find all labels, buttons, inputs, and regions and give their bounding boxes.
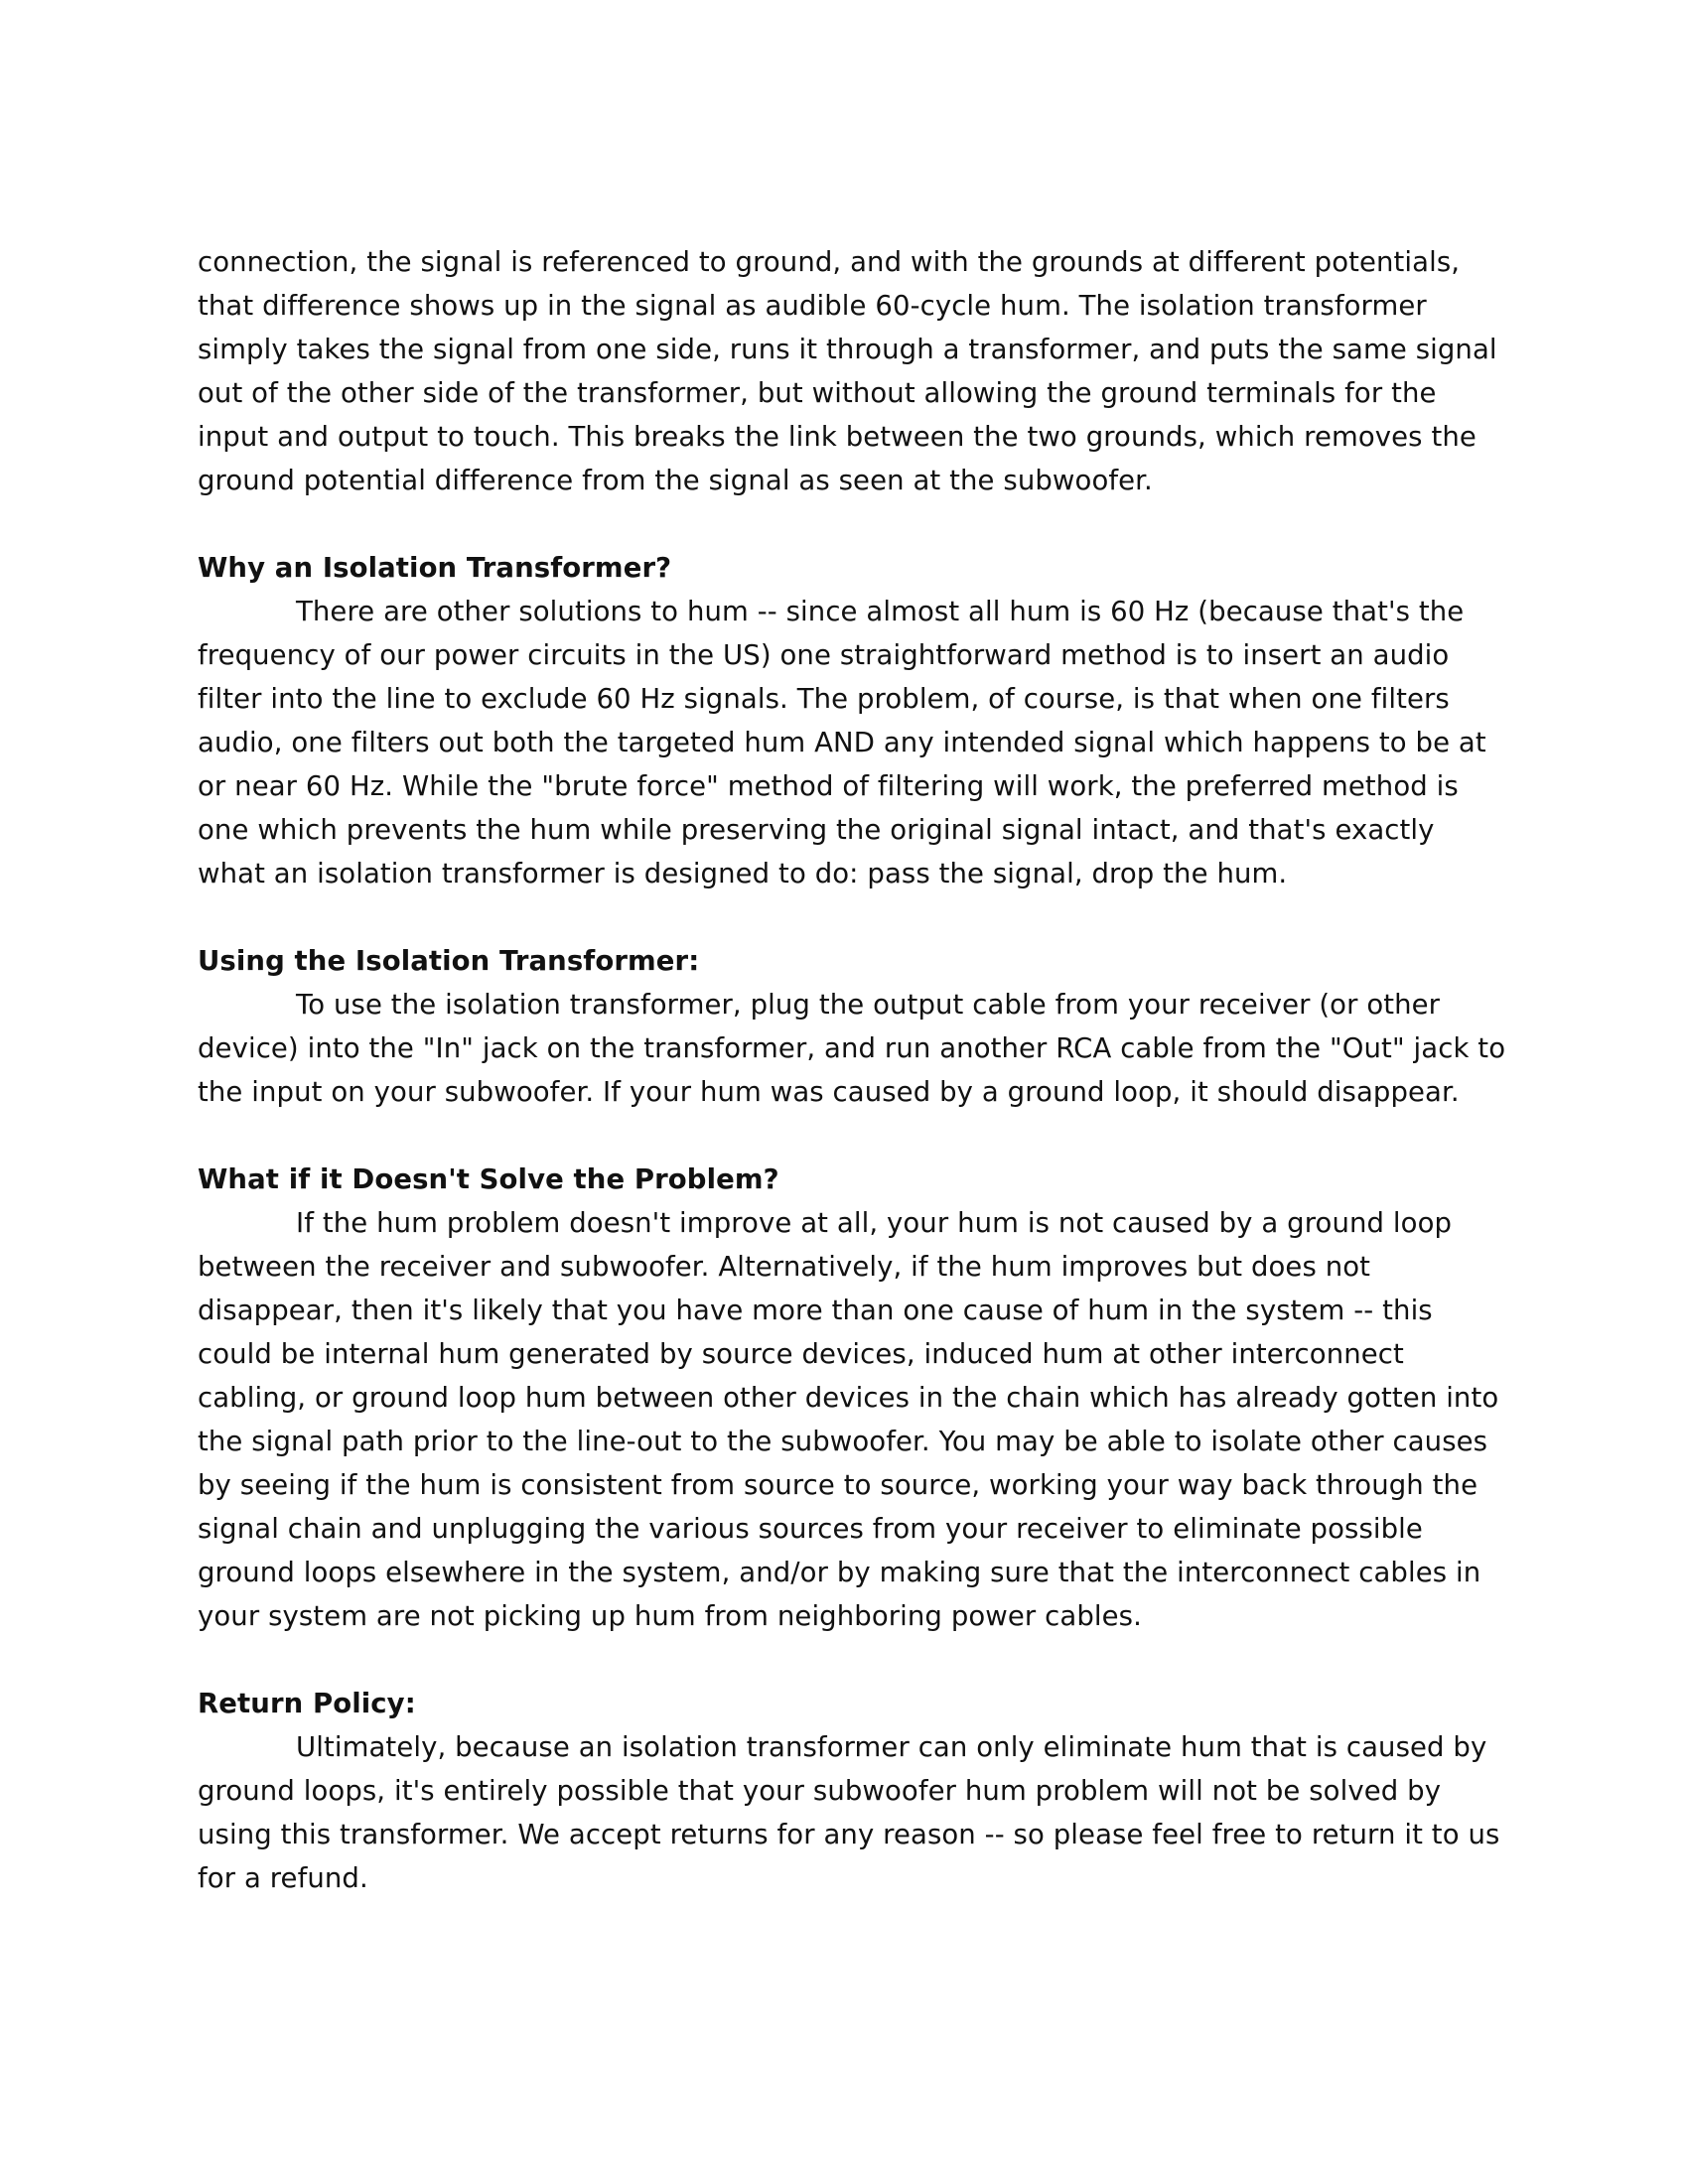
- intro-paragraph: connection, the signal is referenced to ground, and with the grounds at different potentials, that difference shows up in the signal as audible 60-cycle hum. The isolation transformer simply takes the signal from one side, runs it through a transformer, and puts the same signal out of the other side of the transformer, but without allowing the ground terminals for the input and output to touch. This breaks the link between the two grounds, which removes the ground potential difference from the signal as seen at the subwoofer.: [198, 246, 1497, 496]
- section-heading: What if it Doesn't Solve the Problem?: [198, 1163, 779, 1195]
- section-body: If the hum problem doesn't improve at all, your hum is not caused by a ground loop between the receiver and subwoofer. Alternatively, if the hum improves but does not disappear, then it's likely that you have more than one cause of hum in the system -- this could be internal hum generated by source devices, induced hum at other interconnect cabling, or ground loop hum between other devices in the chain which has already gotten into the signal path prior to the line-out to the subwoofer. You may be able to isolate other causes by seeing if the hum is consistent from source to source, working your way back through the signal chain and unplugging the various sources from your receiver to eliminate possible ground loops elsewhere in the system, and/or by making sure that the interconnect cables in your system are not picking up hum from neighboring power cables.: [198, 1207, 1499, 1632]
- section-heading: Using the Isolation Transformer:: [198, 945, 700, 977]
- document-page: [198, 240, 1508, 1944]
- section-return-policy: [198, 1682, 1508, 1900]
- section-doesnt-solve-problem: [198, 1158, 1508, 1638]
- section-body: There are other solutions to hum -- since almost all hum is 60 Hz (because that's the frequency of our power circuits in the US) one straightforward method is to insert an audio filter into the line to exclude 60 Hz signals. The problem, of course, is that when one filters audio, one filters out both the targeted hum AND any intended signal which happens to be at or near 60 Hz. While the "brute force" method of filtering will work, the preferred method is one which prevents the hum while preserving the original signal intact, and that's exactly what an isolation transformer is designed to do: pass the signal, drop the hum.: [198, 596, 1486, 889]
- section-body: Ultimately, because an isolation transformer can only eliminate hum that is caused by ground loops, it's entirely possible that your subwoofer hum problem will not be solved by using this transformer. We accept returns for any reason -- so please feel free to return it to us for a refund.: [198, 1731, 1500, 1894]
- section-using-isolation-transformer: [198, 939, 1508, 1114]
- section-heading: Why an Isolation Transformer?: [198, 552, 672, 584]
- section-body: To use the isolation transformer, plug the output cable from your receiver (or other device) into the "In" jack on the transformer, and run another RCA cable from the "Out" jack to the input on your subwoofer. If your hum was caused by a ground loop, it should disappear.: [198, 989, 1506, 1108]
- section-why-isolation-transformer: [198, 546, 1508, 895]
- section-heading: Return Policy:: [198, 1688, 416, 1719]
